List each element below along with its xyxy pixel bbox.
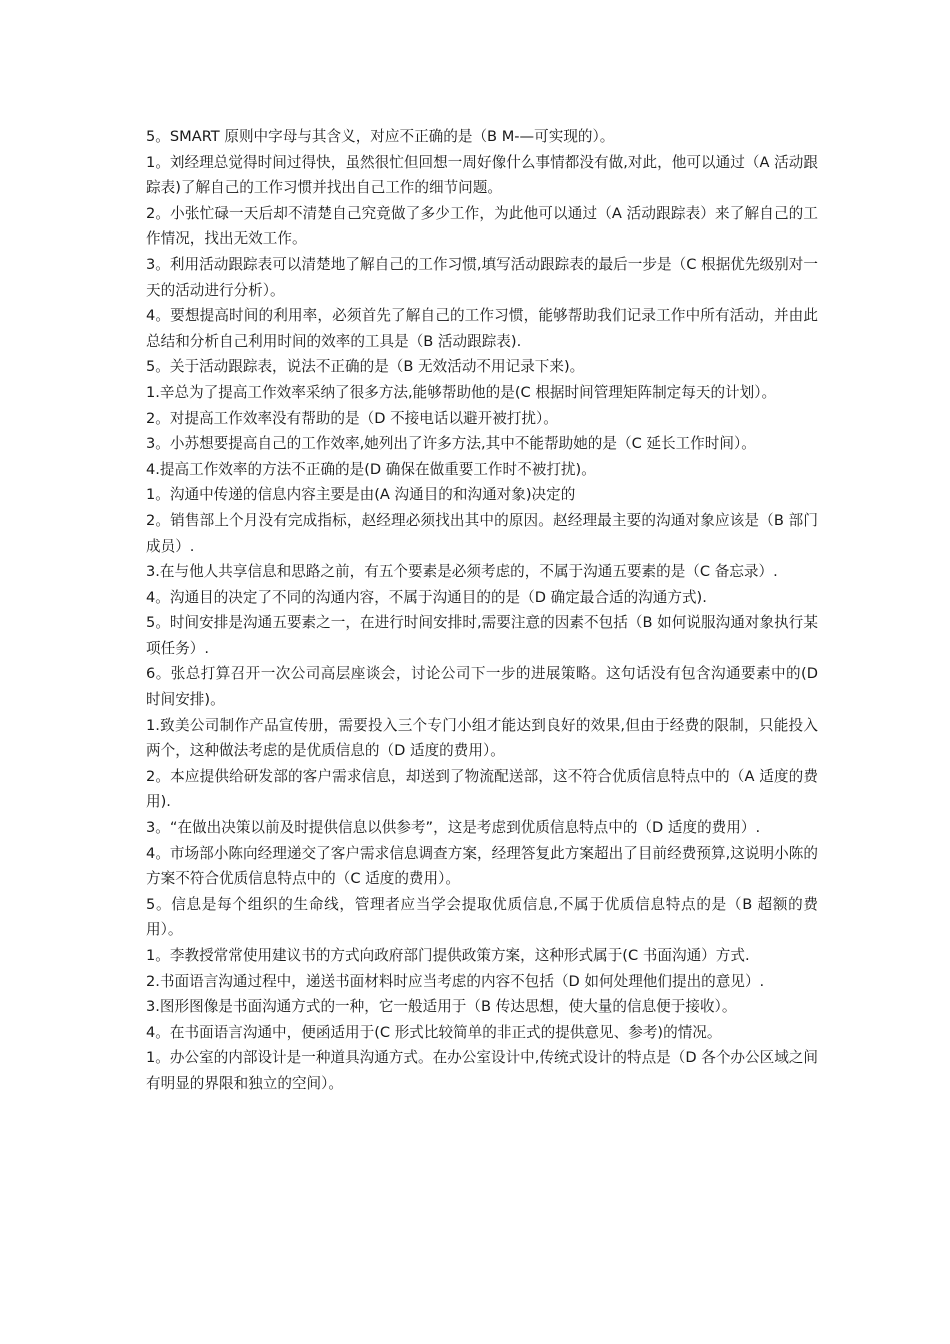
paragraph: 3。利用活动跟踪表可以清楚地了解自己的工作习惯,填写活动跟踪表的最后一步是（C 根据优先级别对一天的活动进行分析）。 bbox=[146, 255, 818, 299]
paragraph: 2。销售部上个月没有完成指标，赵经理必须找出其中的原因。赵经理最主要的沟通对象应该是（B 部门成员）. bbox=[146, 511, 818, 555]
paragraph: 4.提高工作效率的方法不正确的是(D 确保在做重要工作时不被打扰)。 bbox=[146, 460, 596, 478]
paragraph: 3.在与他人共享信息和思路之前，有五个要素是必须考虑的，不属于沟通五要素的是（C 备忘录）. bbox=[146, 563, 778, 581]
paragraph: 5。信息是每个组织的生命线，管理者应当学会提取优质信息,不属于优质信息特点的是（B 超额的费用）。 bbox=[146, 895, 818, 939]
paragraph: 2。本应提供给研发部的客户需求信息，却送到了物流配送部，这不符合优质信息特点中的（A 适度的费用). bbox=[146, 767, 818, 811]
paragraph: 1。办公室的内部设计是一种道具沟通方式。在办公室设计中,传统式设计的特点是（D 各个办公区域之间有明显的界限和独立的空间）。 bbox=[146, 1049, 818, 1092]
paragraph: 4。市场部小陈向经理递交了客户需求信息调查方案，经理答复此方案超出了目前经费预算,这说明小陈的方案不符合优质信息特点中的（C 适度的费用）。 bbox=[146, 844, 818, 888]
paragraph: 4。在书面语言沟通中，便函适用于(C 形式比较简单的非正式的提供意见、参考)的情况。 bbox=[146, 1023, 722, 1041]
paragraph: 2.书面语言沟通过程中，递送书面材料时应当考虑的内容不包括（D 如何处理他们提出的意见）. bbox=[146, 972, 765, 990]
paragraph: 6。张总打算召开一次公司高层座谈会，讨论公司下一步的进展策略。这句话没有包含沟通要素中的(D 时间安排)。 bbox=[146, 665, 818, 709]
paragraph: 1。沟通中传递的信息内容主要是由(A 沟通目的和沟通对象)决定的 bbox=[146, 486, 576, 504]
paragraph: 2。小张忙碌一天后却不清楚自己究竟做了多少工作，为此他可以通过（A 活动跟踪表）来了解自己的工作情况，找出无效工作。 bbox=[146, 204, 818, 248]
paragraph: 3。“在做出决策以前及时提供信息以供参考”，这是考虑到优质信息特点中的（D 适度的费用）. bbox=[146, 819, 761, 837]
paragraph: 4。沟通目的决定了不同的沟通内容，不属于沟通目的的是（D 确定最合适的沟通方式). bbox=[146, 588, 707, 606]
paragraph: 1.致美公司制作产品宣传册，需要投入三个专门小组才能达到良好的效果,但由于经费的限制，只能投入两个，这种做法考虑的是优质信息的（D 适度的费用）。 bbox=[146, 716, 818, 760]
paragraph: 4。要想提高时间的利用率，必须首先了解自己的工作习惯，能够帮助我们记录工作中所有活动，并由此总结和分析自己利用时间的效率的工具是（B 活动跟踪表). bbox=[146, 307, 818, 350]
paragraph: 3.图形图像是书面沟通方式的一种，它一般适用于（B 传达思想，使大量的信息便于接收）。 bbox=[146, 998, 737, 1016]
paragraph: 5。SMART 原则中字母与其含义，对应不正确的是（B M-—可实现的）。 bbox=[146, 128, 615, 145]
paragraph: 5。关于活动跟踪表，说法不正确的是（B 无效活动不用记录下来)。 bbox=[146, 358, 585, 376]
paragraph: 1。李教授常常使用建议书的方式向政府部门提供政策方案，这种形式属于(C 书面沟通）方式. bbox=[146, 947, 750, 964]
paragraph: 1。刘经理总觉得时间过得快，虽然很忙但回想一周好像什么事情都没有做,对此，他可以通过（A 活动跟踪表)了解自己的工作习惯并找出自己工作的细节问题。 bbox=[146, 153, 818, 197]
paragraph: 5。时间安排是沟通五要素之一，在进行时间安排时,需要注意的因素不包括（B 如何说服沟通对象执行某项任务）. bbox=[146, 614, 818, 657]
document-body bbox=[146, 124, 818, 1097]
paragraph: 1.辛总为了提高工作效率采纳了很多方法,能够帮助他的是(C 根据时间管理矩阵制定每天的计划）。 bbox=[146, 383, 777, 401]
paragraph: 2。对提高工作效率没有帮助的是（D 不接电话以避开被打扰）。 bbox=[146, 409, 558, 427]
paragraph: 3。小苏想要提高自己的工作效率,她列出了许多方法,其中不能帮助她的是（C 延长工作时间）。 bbox=[146, 435, 756, 453]
